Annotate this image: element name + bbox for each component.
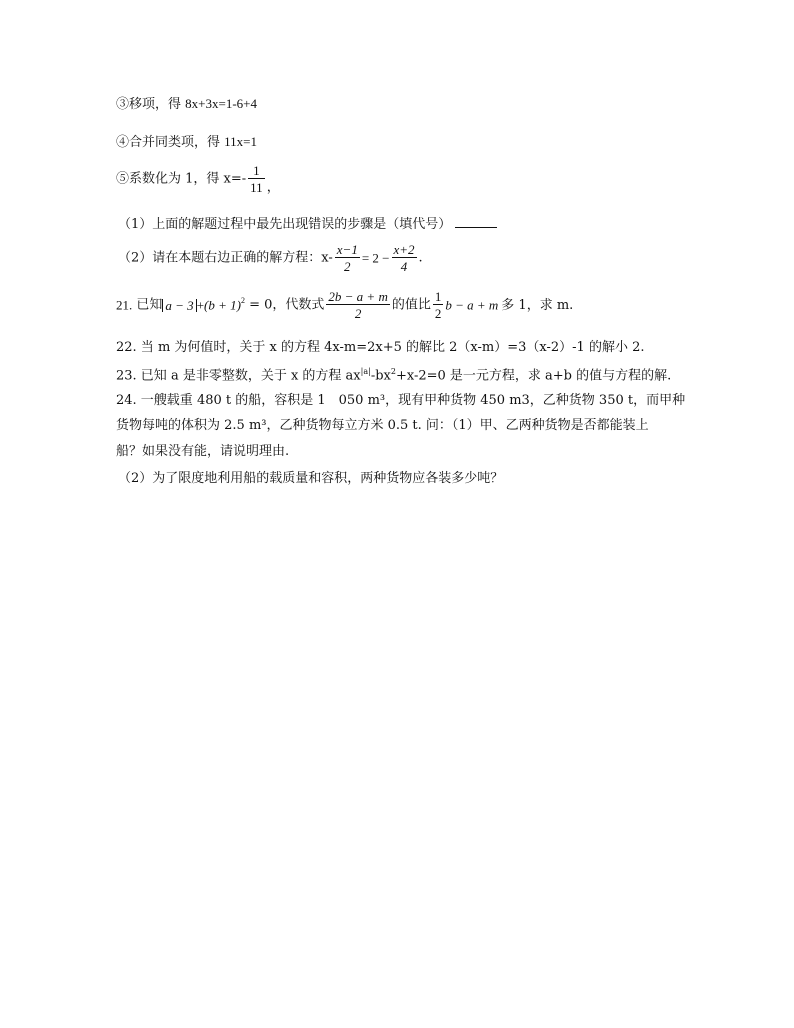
question-2-fraction-2-numerator: x+2	[393, 242, 415, 257]
step-5-fraction	[248, 164, 265, 194]
problem-21-fraction-2-denominator: 2	[434, 306, 442, 321]
question-2-tail: .	[418, 250, 423, 266]
step-5-fraction-numerator: 1	[248, 164, 265, 179]
problem-24-line-3-text: 船？如果没有能，请说明理由.	[116, 444, 290, 459]
step-5	[116, 164, 280, 194]
question-2-fraction-1	[335, 243, 360, 273]
step-5-fraction-denominator: 11	[250, 180, 263, 195]
problem-21-tail: 多 1，求 m.	[501, 297, 574, 313]
question-2-fraction-1-denominator: 2	[344, 259, 351, 274]
question-2-fraction-2	[392, 243, 417, 273]
question-2-fraction-2-denominator: 4	[400, 259, 408, 274]
step-3-expr: 8x+3x=1-6+4	[185, 96, 257, 111]
problem-21-abs: a − 3	[162, 299, 196, 312]
problem-22	[116, 341, 645, 354]
problem-21-pre: 已知	[136, 297, 163, 313]
step-5-label: ⑤系数化为 1，得 x=-	[116, 171, 247, 187]
answer-blank[interactable]	[455, 226, 497, 228]
problem-23-exponent: |a|	[360, 367, 371, 376]
problem-21-fraction-2	[433, 290, 444, 320]
problem-24-line-4-text: （2）为了限度地利用船的载质量和容积，两种货物应各装多少吨？	[118, 471, 504, 486]
problem-22-text: 22. 当 m 为何值时，关于 x 的方程 4x-m=2x+5 的解比 2（x-m）=3（x-2）-1 的解小 2.	[116, 340, 645, 355]
question-1-text: （1）上面的解题过程中最先出现错误的步骤是（填代号）	[118, 217, 452, 232]
problem-21-mid: 的值比	[391, 297, 431, 313]
problem-21-fraction-1-denominator: 2	[354, 306, 362, 321]
problem-23	[116, 368, 671, 382]
problem-23-mid: -bx	[370, 368, 391, 384]
problem-21-fraction-1	[326, 290, 389, 320]
problem-21-eq: = 0，代数式	[244, 297, 325, 313]
step-4-expr: 11x=1	[224, 134, 258, 149]
question-2-text: （2）请在本题右边正确的解方程：x-	[118, 250, 333, 266]
step-5-tail: ，	[266, 180, 280, 195]
problem-21-square: 2	[240, 296, 245, 306]
problem-21-plus: +	[196, 297, 205, 313]
problem-21-fraction-2-numerator: 1	[434, 289, 442, 304]
question-1	[118, 218, 497, 231]
problem-24-line-1	[116, 394, 685, 407]
problem-21-number: 21.	[116, 297, 133, 313]
step-4-label: ④合并同类项，得	[116, 135, 221, 150]
question-2	[118, 243, 423, 273]
problem-24-line-2	[116, 419, 649, 432]
problem-21-expr: b − a + m	[445, 297, 499, 313]
problem-21-paren: (b + 1)	[204, 297, 241, 313]
problem-23-post: +x-2=0 是一元方程，求 a+b 的值与方程的解.	[395, 368, 672, 384]
step-3	[116, 97, 257, 111]
step-3-label: ③移项，得	[116, 97, 182, 112]
question-2-fraction-1-numerator: x−1	[336, 242, 358, 257]
problem-23-pre: 23. 已知 a 是非零整数，关于 x 的方程 ax	[116, 368, 361, 384]
question-2-middle: = 2 −	[361, 250, 390, 266]
problem-24-line-3	[116, 445, 289, 458]
problem-21	[116, 290, 573, 320]
problem-24-line-1-text: 24. 一艘载重 480 t 的船，容积是 1 050 m³，现有甲种货物 450 m3，乙种货物 350 t，而甲种	[116, 393, 686, 408]
problem-21-fraction-1-numerator: 2b − a + m	[328, 289, 388, 304]
problem-24-line-4	[118, 472, 503, 485]
step-4	[116, 135, 257, 149]
problem-24-line-2-text: 货物每吨的体积为 2.5 m³，乙种货物每立方米 0.5 t. 问：（1）甲、乙两种货物是否都能装上	[116, 418, 649, 433]
problem-23-exponent-2: 2	[390, 367, 396, 376]
